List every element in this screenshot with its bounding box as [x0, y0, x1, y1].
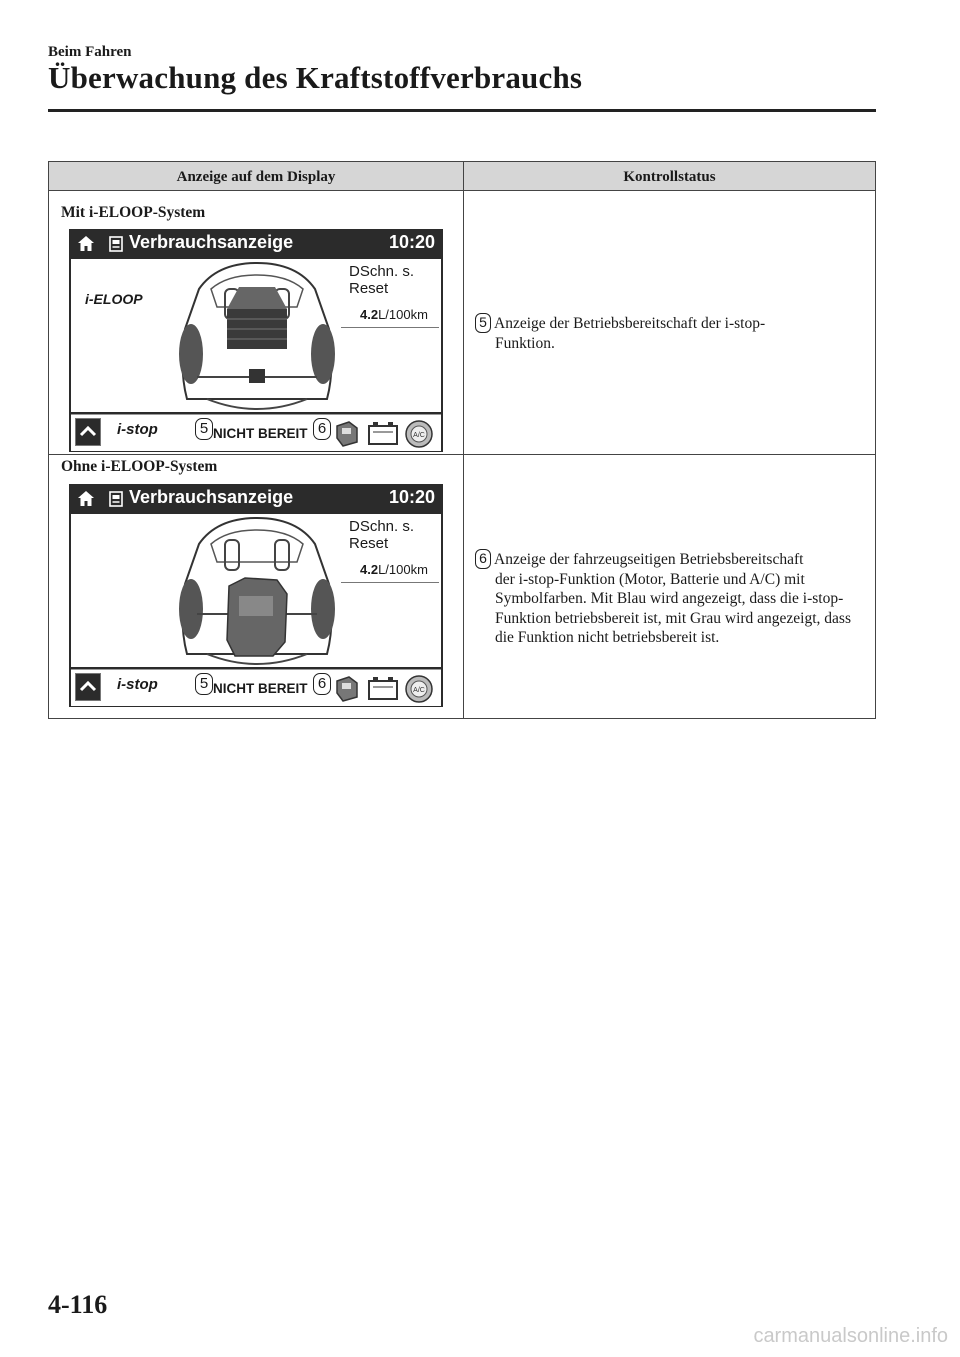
callout-5: 5: [195, 418, 213, 440]
screen-header: [69, 484, 443, 514]
status-not-ready: NICHT BEREIT: [213, 681, 308, 696]
istop-label: i-stop: [117, 421, 158, 438]
row-label-with-eloop: Mit i-ELOOP-System: [61, 204, 206, 221]
fuel-divider: [341, 327, 439, 328]
description-6: [475, 549, 865, 648]
page-title: Überwachung des Kraftstoffverbrauchs: [48, 60, 583, 95]
screen-clock: 10:20: [388, 487, 435, 507]
battery-icon: [369, 677, 397, 699]
car-illustration-icon: [177, 259, 337, 412]
screen-title: Verbrauchsanzeige: [129, 232, 294, 252]
title-rule: [48, 109, 876, 112]
page-number: 4-116: [48, 1290, 108, 1319]
readiness-icons: [331, 671, 439, 705]
car-illustration-icon: [177, 514, 337, 667]
callout-6: 6: [313, 673, 331, 695]
chevron-up-icon: [76, 674, 100, 700]
fuel-unit: L/100km: [378, 307, 428, 322]
screen-footer: [71, 414, 441, 451]
chevron-up-icon: [76, 419, 100, 445]
engine-icon: [337, 677, 357, 701]
display-screen-with-eloop: [69, 229, 443, 452]
fuel-consumption-value: [360, 562, 428, 577]
home-icon[interactable]: [77, 490, 95, 507]
ac-icon: [406, 676, 432, 702]
watermark: carmanualsonline.info: [753, 1325, 948, 1347]
status-not-ready: NICHT BEREIT: [213, 426, 308, 441]
callout-5: 5: [195, 673, 213, 695]
row-label-without-eloop: Ohne i-ELOOP-System: [61, 458, 218, 475]
table-header: [49, 162, 875, 191]
fuel-unit: L/100km: [378, 562, 428, 577]
fuel-app-icon: [109, 235, 125, 252]
desc-number: 6: [475, 549, 491, 569]
display-screen-without-eloop: [69, 484, 443, 707]
readiness-icons: [331, 416, 439, 450]
screen-header: [69, 229, 443, 259]
desc-number: 5: [475, 313, 491, 333]
svg-text:A/C: A/C: [413, 687, 425, 694]
desc-text: Anzeige der Betriebsbereitschaft der i-stop-: [494, 315, 766, 332]
description-5: [475, 313, 865, 353]
fuel-app-icon: [109, 490, 125, 507]
average-reset-label: DSchn. s. Reset: [349, 263, 415, 297]
fuel-divider: [341, 582, 439, 583]
screen-body: [71, 259, 441, 412]
row-divider: [49, 454, 875, 455]
screen-title: Verbrauchsanzeige: [129, 487, 294, 507]
column-header-display: Anzeige auf dem Display: [176, 169, 336, 185]
column-header-status: Kontrollstatus: [623, 169, 716, 185]
fuel-value: 4.2: [360, 562, 379, 577]
fuel-value: 4.2: [360, 307, 379, 322]
fuel-consumption-value: [360, 307, 428, 322]
svg-text:A/C: A/C: [413, 432, 425, 439]
engine-icon: [337, 422, 357, 446]
desc-text: Anzeige der fahrzeugseitigen Betriebsbereitschaft: [494, 551, 804, 568]
screen-clock: 10:20: [388, 232, 435, 252]
collapse-button[interactable]: [75, 673, 101, 701]
desc-text-continued: der i-stop-Funktion (Motor, Batterie und A/C) mit Symbolfarben. Mit Blau wird angezeigt, dass die i-stop-Funktion betriebsbereit ist, mit Grau wird angezeigt, dass die Funktion nicht betriebsbereit ist.: [495, 570, 851, 646]
desc-text-continued: Funktion.: [495, 334, 555, 352]
screen-body: [71, 514, 441, 667]
collapse-button[interactable]: [75, 418, 101, 446]
average-reset-label: DSchn. s. Reset: [349, 518, 415, 552]
home-icon[interactable]: [77, 235, 95, 252]
section-label: Beim Fahren: [48, 44, 132, 60]
screen-footer: [71, 669, 441, 706]
status-table: [48, 161, 876, 719]
eloop-label: i-ELOOP: [85, 291, 143, 307]
column-divider: [463, 162, 464, 718]
battery-icon: [369, 422, 397, 444]
callout-6: 6: [313, 418, 331, 440]
istop-label: i-stop: [117, 676, 158, 693]
ac-icon: [406, 421, 432, 447]
